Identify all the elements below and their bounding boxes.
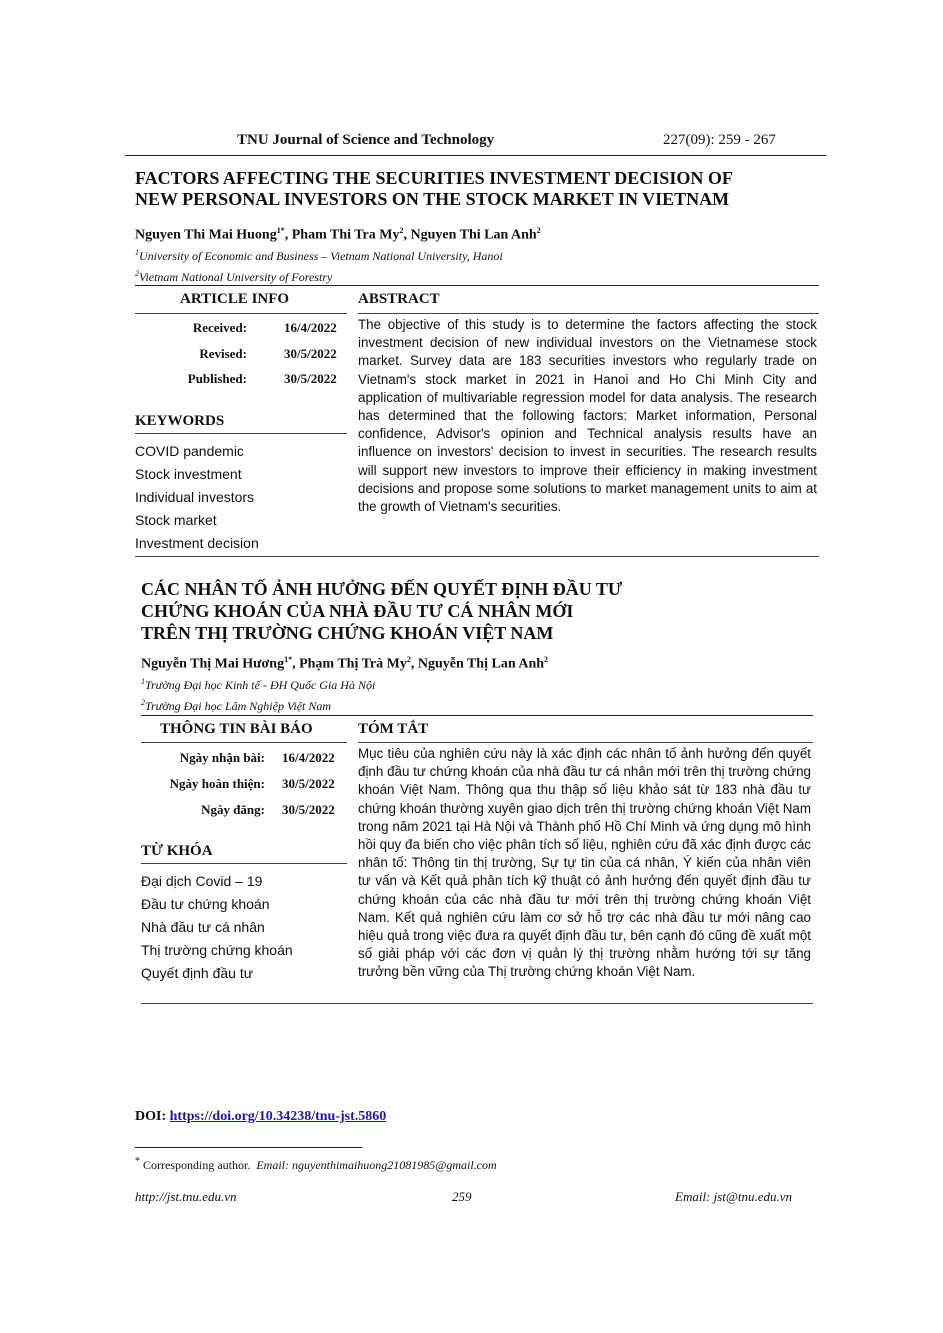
author-sup: 2 [544, 655, 549, 664]
title-line: FACTORS AFFECTING THE SECURITIES INVESTMENT DECISION OF [135, 168, 733, 188]
author-sup: 1* [276, 226, 285, 235]
abstract-sub-rule [358, 313, 819, 314]
vi-received-label: Ngày nhận bài: [179, 750, 265, 765]
keyword: Quyết định đầu tư [141, 965, 254, 981]
received-label: Received: [192, 320, 247, 335]
journal-name: TNU Journal of Science and Technology [237, 132, 495, 148]
keyword: COVID pandemic [135, 443, 244, 459]
author-sup: 2 [399, 226, 404, 235]
footnote-rule [135, 1147, 362, 1148]
english-title [135, 168, 835, 210]
footer-url[interactable]: http://jst.tnu.edu.vn [135, 1189, 237, 1204]
english-bottom-rule [135, 556, 819, 557]
title-line: CHỨNG KHOÁN CỦA NHÀ ĐẦU TƯ CÁ NHÂN MỚI [141, 601, 574, 621]
vi-abstract-sub-rule [358, 742, 813, 743]
keyword: Stock investment [135, 466, 242, 482]
affiliation: Vietnam National University of Forestry [139, 270, 333, 284]
footer-email[interactable]: Email: jst@tnu.edu.vn [675, 1189, 793, 1204]
vi-info-top-rule [141, 715, 813, 716]
footnote [135, 1156, 497, 1173]
published-label: Published: [187, 371, 247, 386]
title-line: NEW PERSONAL INVESTORS ON THE STOCK MARKET IN VIETNAM [135, 189, 730, 209]
vi-keywords-heading: TỪ KHÓA [141, 843, 213, 859]
page-number: 259 [452, 1189, 472, 1204]
article-info-heading: ARTICLE INFO [180, 291, 290, 307]
english-abstract: The objective of this study is to determine the factors affecting the stock investment decision of new individual investors on the Vietnamese stock market. Survey data are 183 securities investors who regularly trade on Vietnam's stock market in 2021 in Hanoi and Ho Chi Minh City and application of multivariable regression model for data analysis. The research has determined that the following factors: Market information, Personal confidence, Advisor's opinion and Technical analysis results have an influence on investors' decision to invest in securities. The research results will support new investors to improve their efficiency in making investment decisions and propose some solutions to market management units to aim at the growth of Vietnam's securities. [358, 317, 817, 515]
footnote-label: Corresponding author. [143, 1158, 251, 1172]
affiliation: Trường Đại học Lâm Nghiệp Việt Nam [145, 699, 332, 713]
keyword: Đầu tư chứng khoán [141, 896, 270, 912]
vi-article-info-heading: THÔNG TIN BÀI BÁO [160, 721, 313, 737]
author-name: Phạm Thị Trà My [299, 656, 407, 672]
vi-revised-label: Ngày hoàn thiện: [169, 776, 265, 791]
doi-link[interactable]: https://doi.org/10.34238/tnu-jst.5860 [169, 1109, 387, 1124]
author-sup: 1* [284, 655, 293, 664]
vietnamese-title [141, 578, 761, 644]
keyword: Đại dịch Covid – 19 [141, 873, 263, 889]
affil-sup: 1 [141, 677, 145, 686]
keyword: Investment decision [135, 535, 259, 551]
vi-published-date: 30/5/2022 [282, 802, 335, 817]
vietnamese-authors: Nguyễn Thị Mai Hương$^{1*}$, Phạm Thị Trà My$^2$, Nguyễn Thị Lan Anh$^2$ [141, 655, 549, 672]
revised-label: Revised: [199, 346, 247, 361]
author-name: Nguyen Thi Mai Huong [135, 227, 277, 243]
affiliation: Trường Đại học Kinh tế - ĐH Quốc Gia Hà Nội [145, 678, 376, 692]
doi [135, 1109, 386, 1125]
vietnamese-abstract: Mục tiêu của nghiên cứu này là xác định các nhân tố ảnh hưởng đến quyết định đầu tư chứng khoán của nhà đầu tư cá nhân mới trên thị trường chứng khoán Việt Nam. Thông qua thu thập số liệu khảo sát từ 183 nhà đầu tư chứng khoán thường xuyên giao dịch trên thị trường chứng khoán Việt Nam trong năm 2021 tại Hà Nội và Thành phố Hồ Chí Minh và ứng dụng mô hình hồi quy đa biến cho việc phân tích số liệu, nghiên cứu đã xác định được các nhân tố: Thông tin thị trường, Sự tự tin của cá nhân, Ý kiến của nhân viên tư vấn và Kết quả phân tích kỹ thuật có ảnh hưởng đến quyết định đầu tư chứng khoán của các nhà đầu tư mới trên thị trường chứng khoán Việt Nam. Kết quả nghiên cứu làm cơ sở hỗ trợ các nhà đầu tư mới nâng cao hiệu quả trong việc đưa ra quyết định đầu tư, bên cạnh đó cũng đề xuất một số giải pháp với các đơn vị quản lý thị trường nhằm hướng tới sự tăng trưởng bền vững của Thị trường chứng khoán Việt Nam. [358, 746, 811, 980]
header-divider [125, 155, 826, 156]
keywords-heading: KEYWORDS [135, 413, 225, 429]
keyword: Thị trường chứng khoán [141, 942, 293, 958]
author-name: Nguyễn Thị Mai Hương [141, 656, 285, 672]
vietnamese-affiliations [141, 673, 375, 715]
affil-sup: 1 [135, 248, 139, 257]
author-sup: 2 [536, 226, 541, 235]
received-date: 16/4/2022 [284, 320, 337, 335]
author-name: Nguyễn Thị Lan Anh [417, 656, 545, 672]
published-date: 30/5/2022 [284, 371, 337, 386]
affil-sup: 2 [141, 698, 145, 707]
volume-pages: 227(09): 259 - 267 [663, 132, 776, 148]
footnote-email: Email: nguyenthimaihuong21081985@gmail.com [256, 1158, 497, 1172]
keywords-rule [135, 433, 347, 434]
affiliation: University of Economic and Business – Vietnam National University, Hanoi [139, 249, 503, 263]
vi-info-sub-rule [141, 742, 347, 743]
revised-date: 30/5/2022 [284, 346, 337, 361]
keyword: Nhà đầu tư cá nhân [141, 919, 265, 935]
title-line: CÁC NHÂN TỐ ẢNH HƯỞNG ĐẾN QUYẾT ĐỊNH ĐẦU TƯ [141, 579, 623, 599]
keyword-list [135, 440, 259, 555]
affil-sup: 2 [135, 269, 139, 278]
footnote-mark: * [135, 1156, 140, 1167]
doi-label: DOI: [135, 1109, 167, 1124]
author-name: Pham Thi Tra My [291, 227, 400, 243]
vi-abstract-heading: TÓM TẮT [358, 721, 429, 737]
abstract-heading: ABSTRACT [358, 291, 440, 307]
english-affiliations [135, 244, 503, 286]
author-name: Nguyen Thi Lan Anh [410, 227, 537, 243]
vi-received-date: 16/4/2022 [282, 750, 335, 765]
author-sup: 2 [406, 655, 411, 664]
title-line: TRÊN THỊ TRƯỜNG CHỨNG KHOÁN VIỆT NAM [141, 623, 554, 643]
vi-revised-date: 30/5/2022 [282, 776, 335, 791]
info-top-rule [135, 285, 819, 286]
keyword: Individual investors [135, 489, 255, 505]
info-sub-rule [135, 313, 347, 314]
keyword: Stock market [135, 512, 217, 528]
vietnamese-bottom-rule [141, 1003, 813, 1004]
vi-keyword-list [141, 870, 293, 985]
vi-keywords-rule [141, 863, 347, 864]
vi-published-label: Ngày đăng: [201, 802, 265, 817]
english-authors: Nguyen Thi Mai Huong$^{1*}$, Pham Thi Tra My$^2$, Nguyen Thi Lan Anh$^2$ [135, 226, 541, 243]
